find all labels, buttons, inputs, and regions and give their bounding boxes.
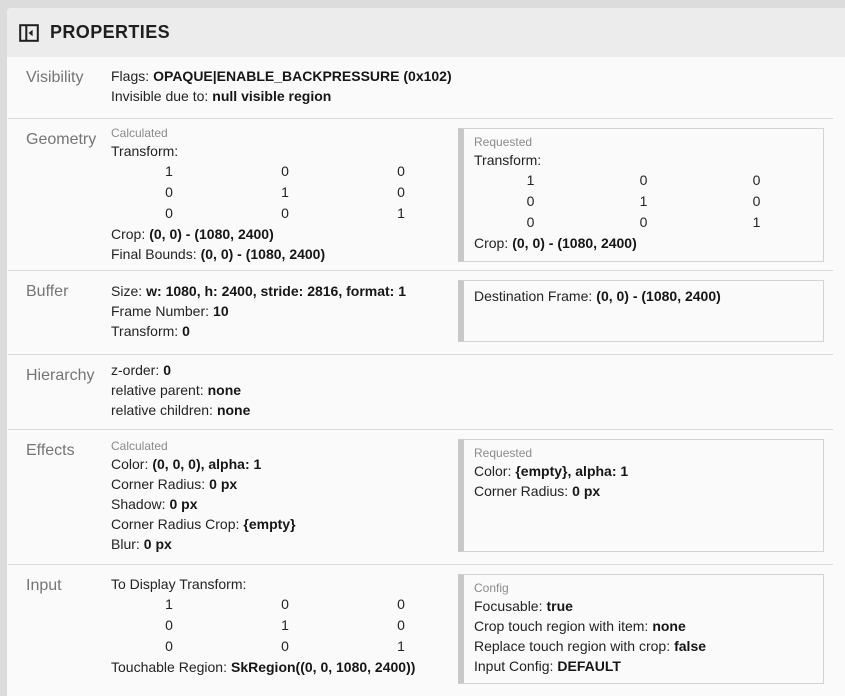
group-label-config: Config <box>474 581 509 595</box>
matrix-cell: 0 <box>752 172 761 188</box>
section-geometry <box>7 119 845 271</box>
section-label-buffer: Buffer <box>26 283 69 300</box>
property-line-flags <box>111 66 458 86</box>
property-value: 0 <box>182 323 190 339</box>
property-value: (0, 0) - (1080, 2400) <box>149 226 274 242</box>
property-line-corner-radius-crop <box>111 514 458 534</box>
property-line-shadow <box>111 494 458 514</box>
transform-matrix <box>474 170 813 233</box>
input-config-column <box>458 565 824 696</box>
property-value: (0, 0) - (1080, 2400) <box>512 235 637 251</box>
property-label: Transform: <box>474 152 542 168</box>
matrix-cell: 1 <box>165 596 173 612</box>
buffer-content <box>111 271 458 355</box>
property-label: Crop: <box>111 226 146 242</box>
matrix-cell: 1 <box>281 184 289 200</box>
panel-body <box>7 57 845 696</box>
matrix-cell: 0 <box>397 617 405 633</box>
property-label: Transform: <box>111 143 179 159</box>
property-label: z-order: <box>111 362 160 378</box>
property-label: Invisible due to: <box>111 88 209 104</box>
property-line-crop <box>111 224 458 244</box>
matrix-cell: 1 <box>526 172 535 188</box>
property-label: relative children: <box>111 402 213 418</box>
requested-group-box <box>458 280 824 342</box>
property-label: Destination Frame: <box>474 288 593 304</box>
property-label: Flags: <box>111 68 150 84</box>
matrix-cell: 1 <box>281 617 289 633</box>
property-label: To Display Transform: <box>111 576 247 592</box>
matrix-cell: 0 <box>397 596 405 612</box>
section-label-visibility: Visibility <box>26 69 84 86</box>
matrix-cell: 0 <box>281 205 289 221</box>
visibility-content <box>111 57 458 119</box>
property-value: true <box>546 598 573 614</box>
matrix-cell: 0 <box>281 638 289 654</box>
matrix-cell: 0 <box>165 617 173 633</box>
property-line-size <box>111 281 458 301</box>
transform-matrix <box>111 161 458 224</box>
effects-calculated-group <box>111 430 458 565</box>
config-group-box <box>458 574 824 684</box>
property-value: 10 <box>213 303 229 319</box>
collapse-panel-button[interactable] <box>17 21 41 45</box>
section-label-input: Input <box>26 577 62 594</box>
matrix-cell: 0 <box>526 214 535 230</box>
matrix-cell: 0 <box>752 193 761 209</box>
property-label: Corner Radius Crop: <box>111 516 240 532</box>
matrix-cell: 0 <box>639 214 648 230</box>
property-label: Frame Number: <box>111 303 210 319</box>
matrix-cell: 0 <box>281 163 289 179</box>
requested-group-box <box>458 439 824 552</box>
property-value: (0, 0) - (1080, 2400) <box>596 288 721 304</box>
property-label: Color: <box>111 456 149 472</box>
geometry-requested-column <box>458 119 824 271</box>
matrix-cell: 1 <box>397 205 405 221</box>
section-label-effects: Effects <box>26 442 75 459</box>
property-line-relative-parent <box>111 380 458 400</box>
property-label: Input Config: <box>474 658 554 674</box>
property-value: SkRegion((0, 0, 1080, 2400)) <box>230 659 416 675</box>
property-line-color <box>111 454 458 474</box>
group-label-calculated: Calculated <box>111 439 168 453</box>
matrix-cell: 0 <box>639 172 648 188</box>
property-line-corner-radius <box>111 474 458 494</box>
group-label-calculated: Calculated <box>111 126 168 140</box>
section-buffer <box>7 271 845 355</box>
properties-panel <box>7 8 845 696</box>
property-line-crop-touch-region <box>474 616 813 636</box>
requested-group-box <box>458 128 824 262</box>
property-value: {empty} <box>243 516 296 532</box>
property-value: null visible region <box>212 88 332 104</box>
property-value: false <box>674 638 707 654</box>
property-label: Final Bounds: <box>111 246 197 262</box>
property-line-destination-frame <box>474 286 813 306</box>
matrix-cell: 1 <box>165 163 173 179</box>
property-line-transform <box>111 321 458 341</box>
property-value: 0 <box>163 362 172 378</box>
property-label: relative parent: <box>111 382 204 398</box>
property-label: Replace touch region with crop: <box>474 638 671 654</box>
property-value: (0, 0) - (1080, 2400) <box>200 246 326 262</box>
panel-title: PROPERTIES <box>50 22 171 42</box>
property-line-color <box>474 461 813 481</box>
property-label: Color: <box>474 463 512 479</box>
property-line-final-bounds <box>111 244 458 264</box>
matrix-cell: 1 <box>752 214 761 230</box>
matrix-cell: 0 <box>397 163 405 179</box>
property-value: 0 px <box>169 496 198 512</box>
panel-header <box>7 8 845 57</box>
matrix-cell: 0 <box>165 184 173 200</box>
property-label: Corner Radius: <box>111 476 206 492</box>
matrix-cell: 0 <box>165 205 173 221</box>
property-value: (0, 0, 0), alpha: 1 <box>152 456 262 472</box>
input-content <box>111 565 458 696</box>
property-label: Blur: <box>111 536 140 552</box>
property-value: 0 px <box>143 536 172 552</box>
property-label: Corner Radius: <box>474 483 569 499</box>
property-label: Focusable: <box>474 598 543 614</box>
transform-matrix <box>111 594 458 657</box>
property-line-replace-touch-region <box>474 636 813 656</box>
property-line-transform <box>474 150 813 170</box>
effects-requested-column <box>458 430 824 565</box>
buffer-requested-column <box>458 271 824 355</box>
property-line-focusable <box>474 596 813 616</box>
property-label: Crop touch region with item: <box>474 618 649 634</box>
hierarchy-content <box>111 355 458 430</box>
matrix-cell: 0 <box>526 193 535 209</box>
property-line-z-order <box>111 360 458 380</box>
group-label-requested: Requested <box>474 135 533 149</box>
section-visibility <box>7 57 845 119</box>
property-line-input-config <box>474 656 813 676</box>
matrix-cell: 0 <box>165 638 173 654</box>
matrix-cell: 0 <box>281 596 289 612</box>
property-line-touchable-region <box>111 657 458 677</box>
property-value: {empty}, alpha: 1 <box>515 463 629 479</box>
matrix-cell: 1 <box>639 193 648 209</box>
property-label: Touchable Region: <box>111 659 227 675</box>
property-value: none <box>207 382 242 398</box>
property-label: Shadow: <box>111 496 166 512</box>
property-line-invisible-due-to <box>111 86 458 106</box>
group-label-requested: Requested <box>474 446 533 460</box>
section-label-geometry: Geometry <box>26 131 97 148</box>
matrix-cell: 1 <box>397 638 405 654</box>
property-value: none <box>652 618 686 634</box>
property-value: w: 1080, h: 2400, stride: 2816, format: 1 <box>146 283 407 299</box>
property-value: DEFAULT <box>557 658 621 674</box>
section-hierarchy <box>7 355 845 430</box>
section-label-hierarchy: Hierarchy <box>26 367 95 384</box>
vertical-split-icon <box>17 21 41 45</box>
property-label: Size: <box>111 283 143 299</box>
property-line-to-display-transform <box>111 574 458 594</box>
property-line-blur <box>111 534 458 554</box>
property-line-crop <box>474 233 813 253</box>
property-line-frame-number <box>111 301 458 321</box>
property-label: Crop: <box>474 235 509 251</box>
section-effects <box>7 430 845 565</box>
property-line-relative-children <box>111 400 458 420</box>
property-label: Transform: <box>111 323 179 339</box>
property-value: 0 px <box>572 483 601 499</box>
section-input <box>7 565 845 696</box>
property-value: OPAQUE|ENABLE_BACKPRESSURE (0x102) <box>153 68 452 84</box>
property-value: 0 px <box>209 476 238 492</box>
property-value: none <box>216 402 251 418</box>
matrix-cell: 0 <box>397 184 405 200</box>
property-line-transform <box>111 141 458 161</box>
property-line-corner-radius <box>474 481 813 501</box>
geometry-calculated-group <box>111 119 458 271</box>
